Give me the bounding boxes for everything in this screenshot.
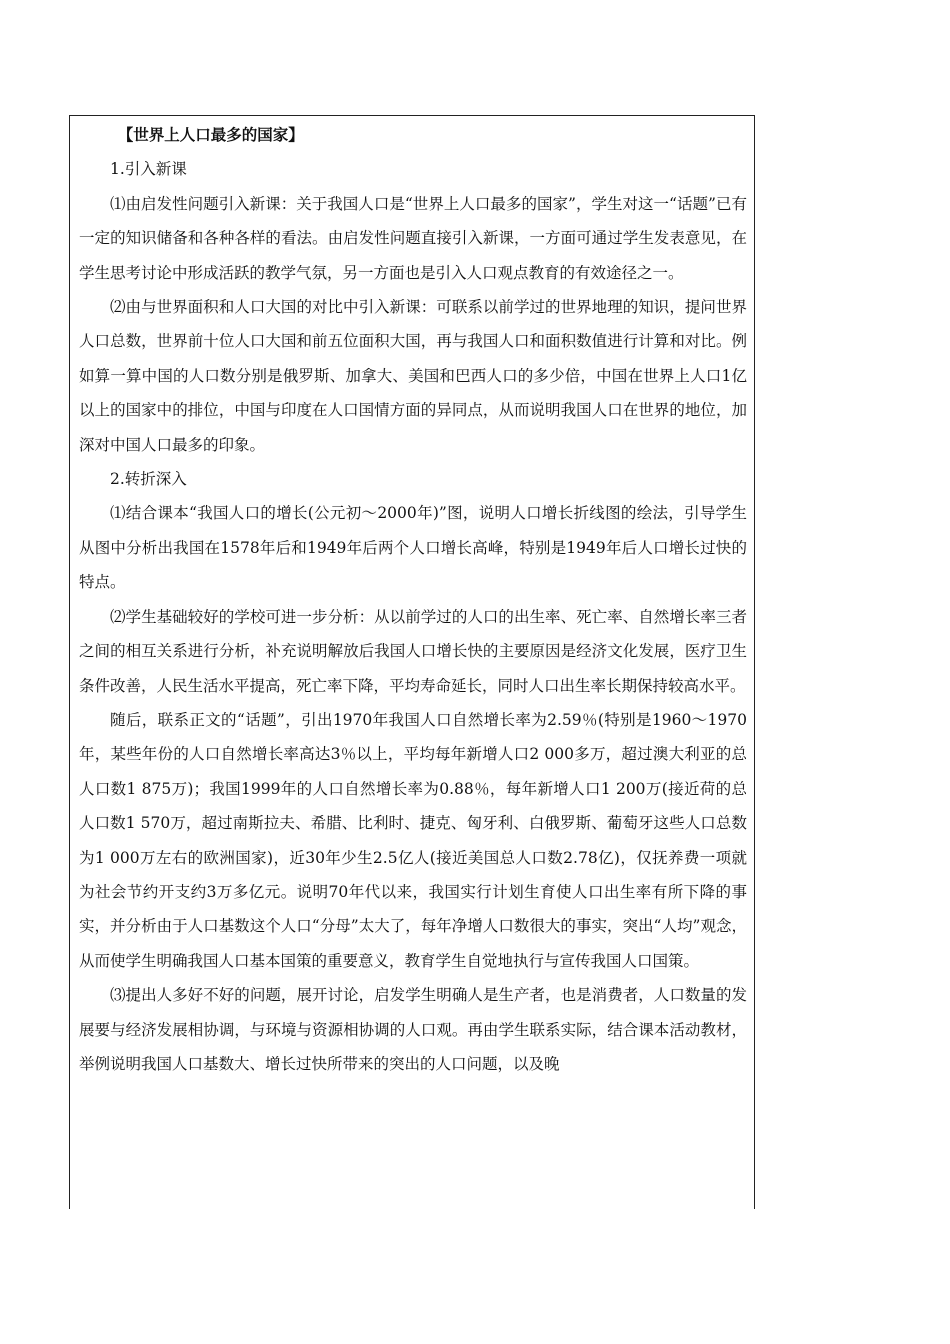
- paragraph: 随后，联系正文的“话题”，引出1970年我国人口自然增长率为2.59％(特别是1960～1970年，某些年份的人口自然增长率高达3％以上，平均每年新增人口2 000多万，超过澳大利亚的总人口数1 875万)；我国1999年的人口自然增长率为0.88％，每年新增人口1 200万(接近荷的总人口数1 570万，超过南斯拉夫、希腊、比利时、捷克、匈牙利、白俄罗斯、葡萄牙这些人口总数为1 000万左右的欧洲国家)，近30年少生2.5亿人(接近美国总人口数2.78亿)，仅抚养费一项就为社会节约开支约3万多亿元。说明70年代以来，我国实行计划生育使人口出生率有所下降的事实，并分析由于人口基数这个人口“分母”太大了，每年净增人口数很大的事实，突出“人均”观念，从而使学生明确我国人口基本国策的重要意义，教育学生自觉地执行与宣传我国人口国策。: [79, 710, 747, 970]
- paragraph: ⑵由与世界面积和人口大国的对比中引入新课：可联系以前学过的世界地理的知识，提问世界人口总数，世界前十位人口大国和前五位面积大国，再与我国人口和面积数值进行计算和对比。例如算一算中国的人口数分别是俄罗斯、加拿大、美国和巴西人口的多少倍，中国在世界上人口1亿以上的国家中的排位，中国与印度在人口国情方面的异同点，从而说明我国人口在世界的地位，加深对中国人口最多的印象。: [79, 298, 747, 454]
- subheading: 2.转折深入: [110, 470, 187, 489]
- paragraph: ⑶提出人多好不好的问题，展开讨论，启发学生明确人是生产者，也是消费者，人口数量的发展要与经济发展相协调，与环境与资源相协调的人口观。再由学生联系实际，结合课本活动教材，举例说明我国人口基数大、增长过快所带来的突出的人口问题，以及晚: [79, 986, 747, 1073]
- paragraph: ⑴由启发性问题引入新课：关于我国人口是“世界上人口最多的国家”，学生对这一“话题”已有一定的知识储备和各种各样的看法。由启发性问题直接引入新课，一方面可通过学生发表意见，在学生思考讨论中形成活跃的教学气氛，另一方面也是引入人口观点教育的有效途径之一。: [79, 194, 747, 282]
- document-body: [79, 118, 747, 1081]
- paragraph: ⑵学生基础较好的学校可进一步分析：从以前学过的人口的出生率、死亡率、自然增长率三者之间的相互关系进行分析，补充说明解放后我国人口增长快的主要原因是经济文化发展，医疗卫生条件改善，人民生活水平提高，死亡率下降，平均寿命延长，同时人口出生率长期保持较高水平。: [79, 607, 747, 695]
- paragraph: ⑴结合课本“我国人口的增长(公元初～2000年)”图，说明人口增长折线图的绘法，引导学生从图中分析出我国在1578年后和1949年后两个人口增长高峰，特别是1949年后人口增长过快的特点。: [79, 504, 747, 592]
- subheading: 1.引入新课: [110, 160, 187, 179]
- section-title: 【世界上人口最多的国家】: [117, 125, 304, 144]
